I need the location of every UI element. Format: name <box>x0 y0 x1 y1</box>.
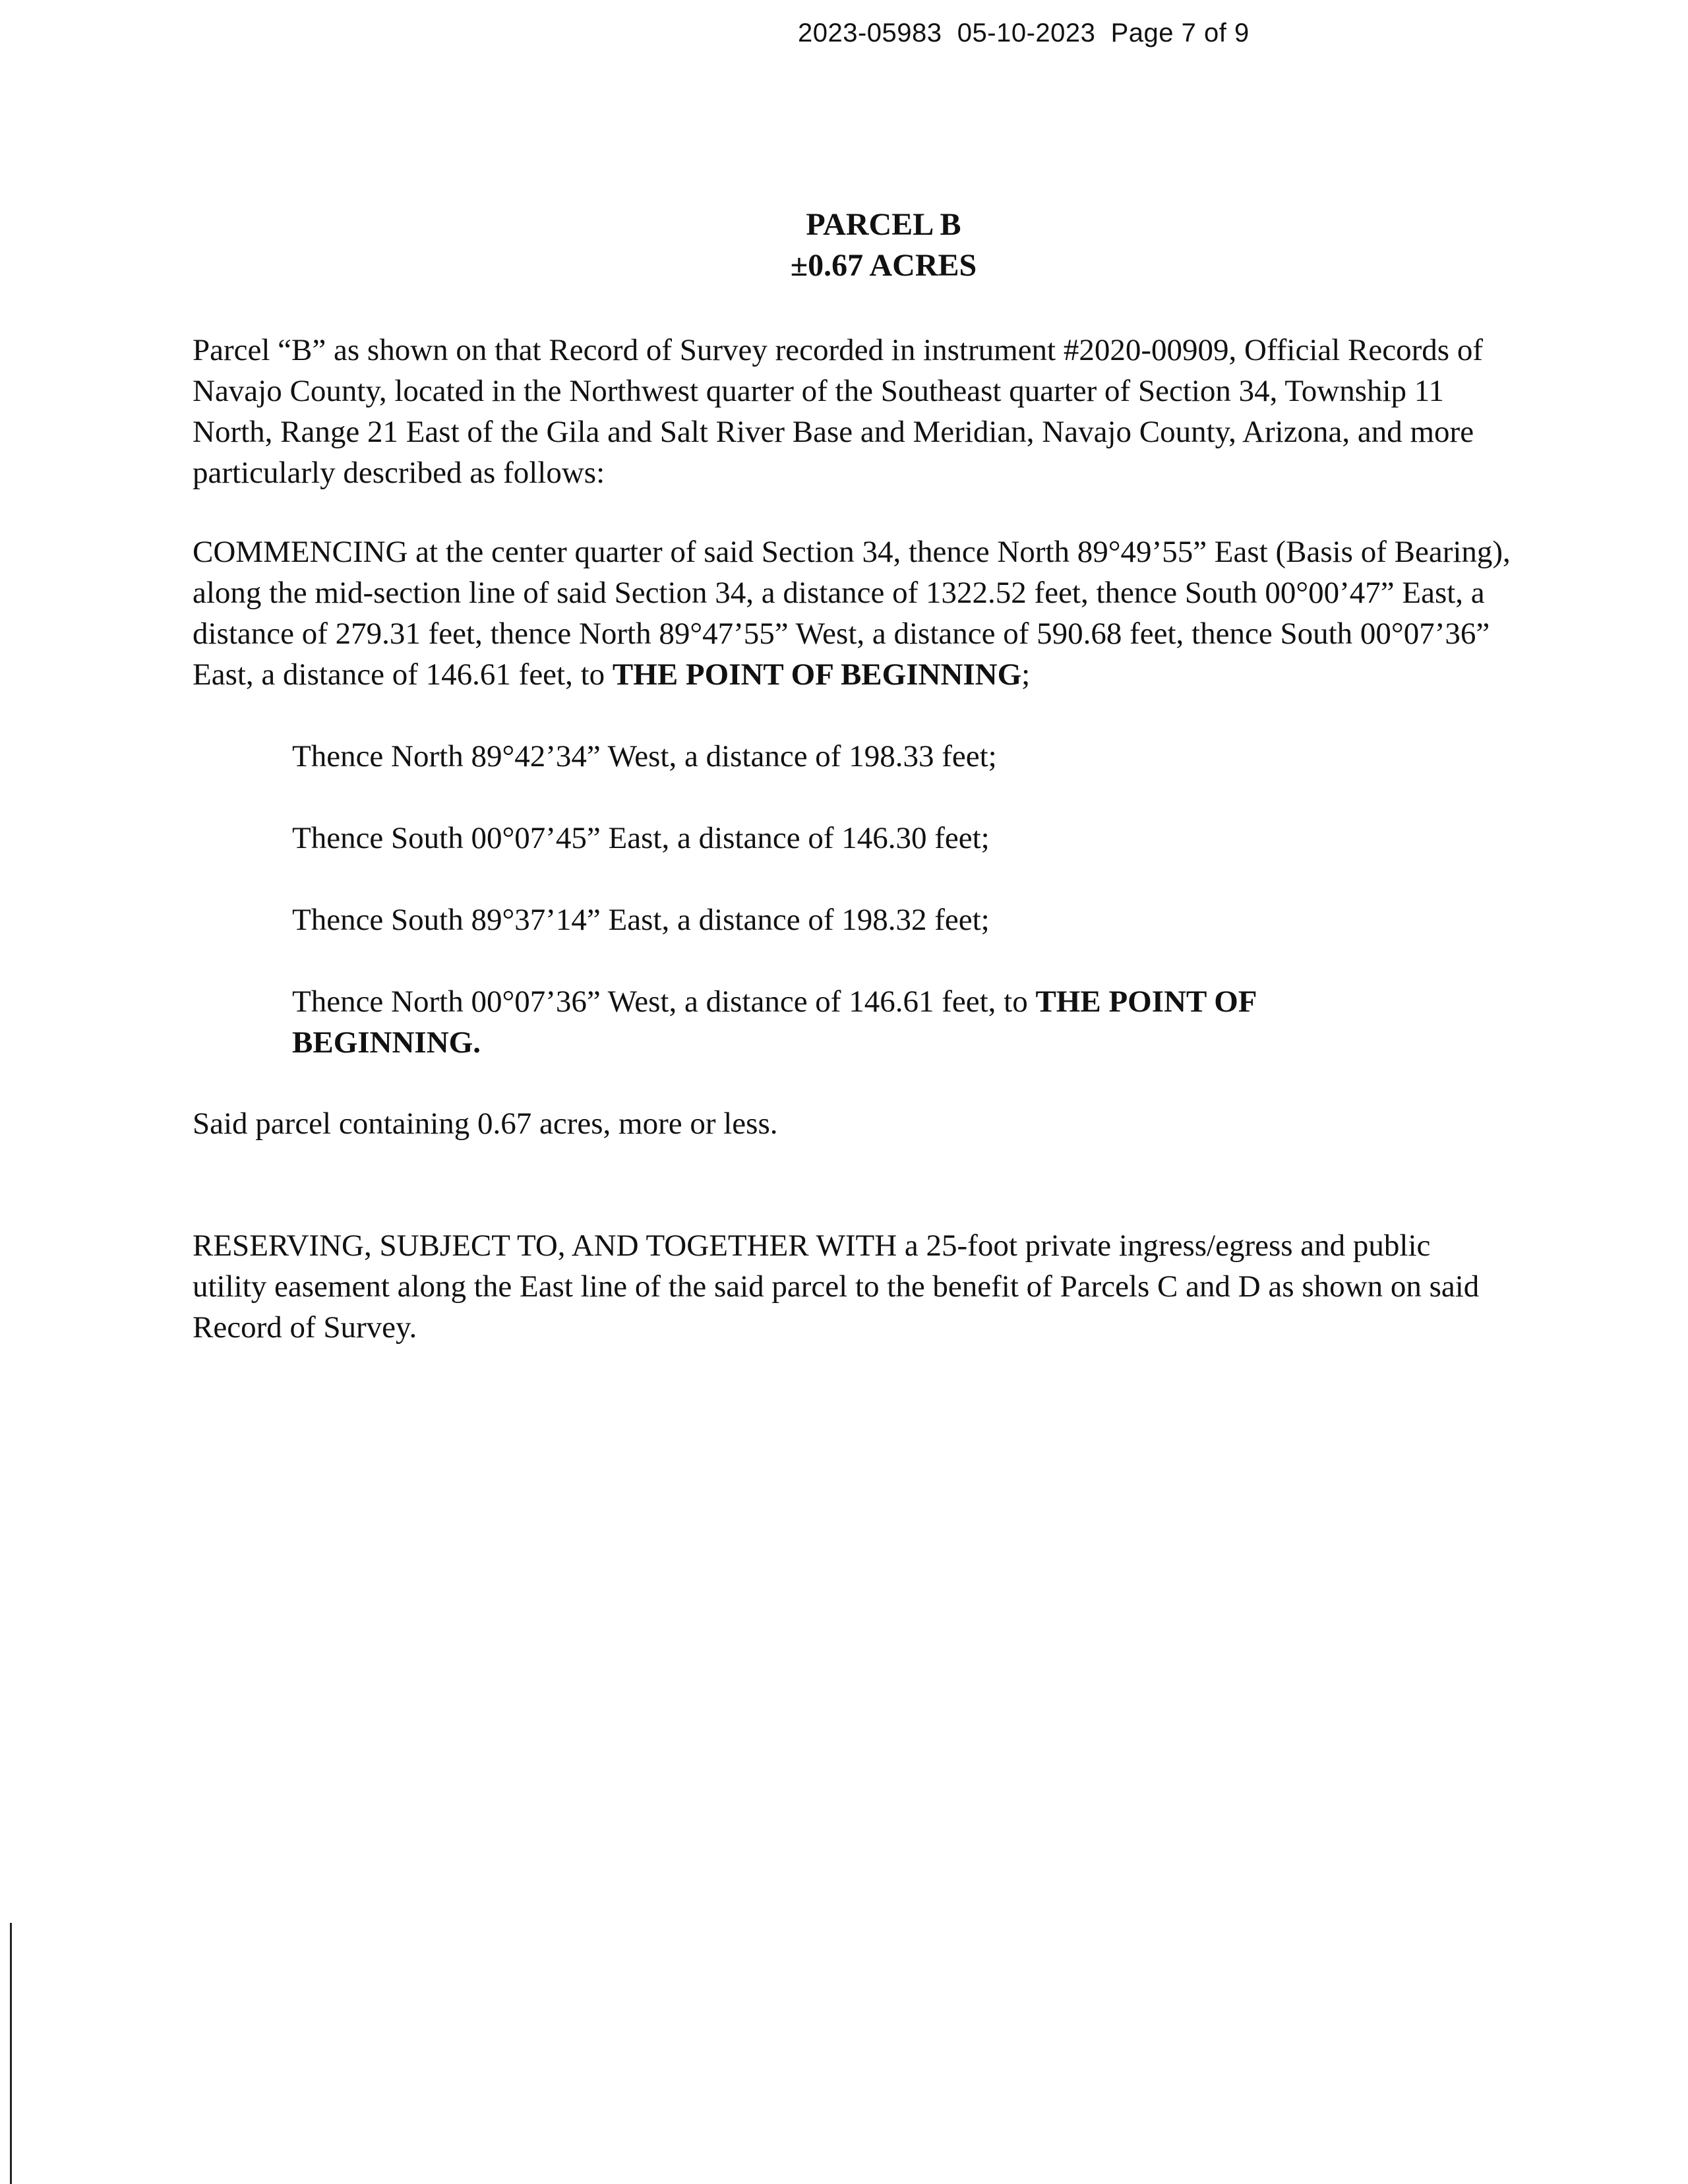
parcel-title: PARCEL B <box>806 207 961 242</box>
recording-stamp: 2023-05983 05-10-2023 Page 7 of 9 <box>798 18 1250 47</box>
course-2: Thence South 00°07’45” East, a distance of 146.30 feet; <box>292 821 990 855</box>
easement-paragraph: RESERVING, SUBJECT TO, AND TOGETHER WITH a 25-foot private ingress/egress and public utility easement along the East line of the said parcel to the benefit of Parcels C and D as shown on said Record of Survey. <box>193 1228 1480 1345</box>
acreage-statement: Said parcel containing 0.67 acres, more or less. <box>193 1107 778 1141</box>
course-4-text: Thence North 00°07’36” West, a distance of 146.61 feet, to <box>292 985 1036 1019</box>
course-3: Thence South 89°37’14” East, a distance of 198.32 feet; <box>292 903 990 937</box>
commencing-text: COMMENCING at the center quarter of said Section 34, thence North 89°49’55” East (Basis of Bearing), along the mid-section line of said Section 34, a distance of 1322.52 feet, thence South 00°00’47” East, a distance of 279.31 feet, thence North 89°47’55” West, a distance of 590.68 feet, thence South 00°07’36” East, a distance of 146.61 feet, to <box>193 535 1511 692</box>
document-title <box>0 204 1688 286</box>
commencing-paragraph <box>193 531 1511 695</box>
course-1: Thence North 89°42’34” West, a distance of 198.33 feet; <box>292 739 997 774</box>
scan-margin-line <box>10 1923 12 2184</box>
commencing-end: ; <box>1021 657 1031 692</box>
course-4 <box>292 981 1413 1063</box>
point-of-beginning-bold: THE POINT OF BEGINNING <box>612 657 1022 692</box>
course-4-bold: THE POINT OF BEGINNING. <box>292 985 1256 1060</box>
parcel-acreage: ±0.67 ACRES <box>790 248 977 283</box>
parcel-intro-paragraph: Parcel “B” as shown on that Record of Survey recorded in instrument #2020-00909, Official Records of Navajo County, located in the Northwest quarter of the Southeast quarter of Section 34, Township 11 North, Range 21 East of the Gila and Salt River Base and Meridian, Navajo County, Arizona, and more particularly described as follows: <box>193 333 1483 490</box>
